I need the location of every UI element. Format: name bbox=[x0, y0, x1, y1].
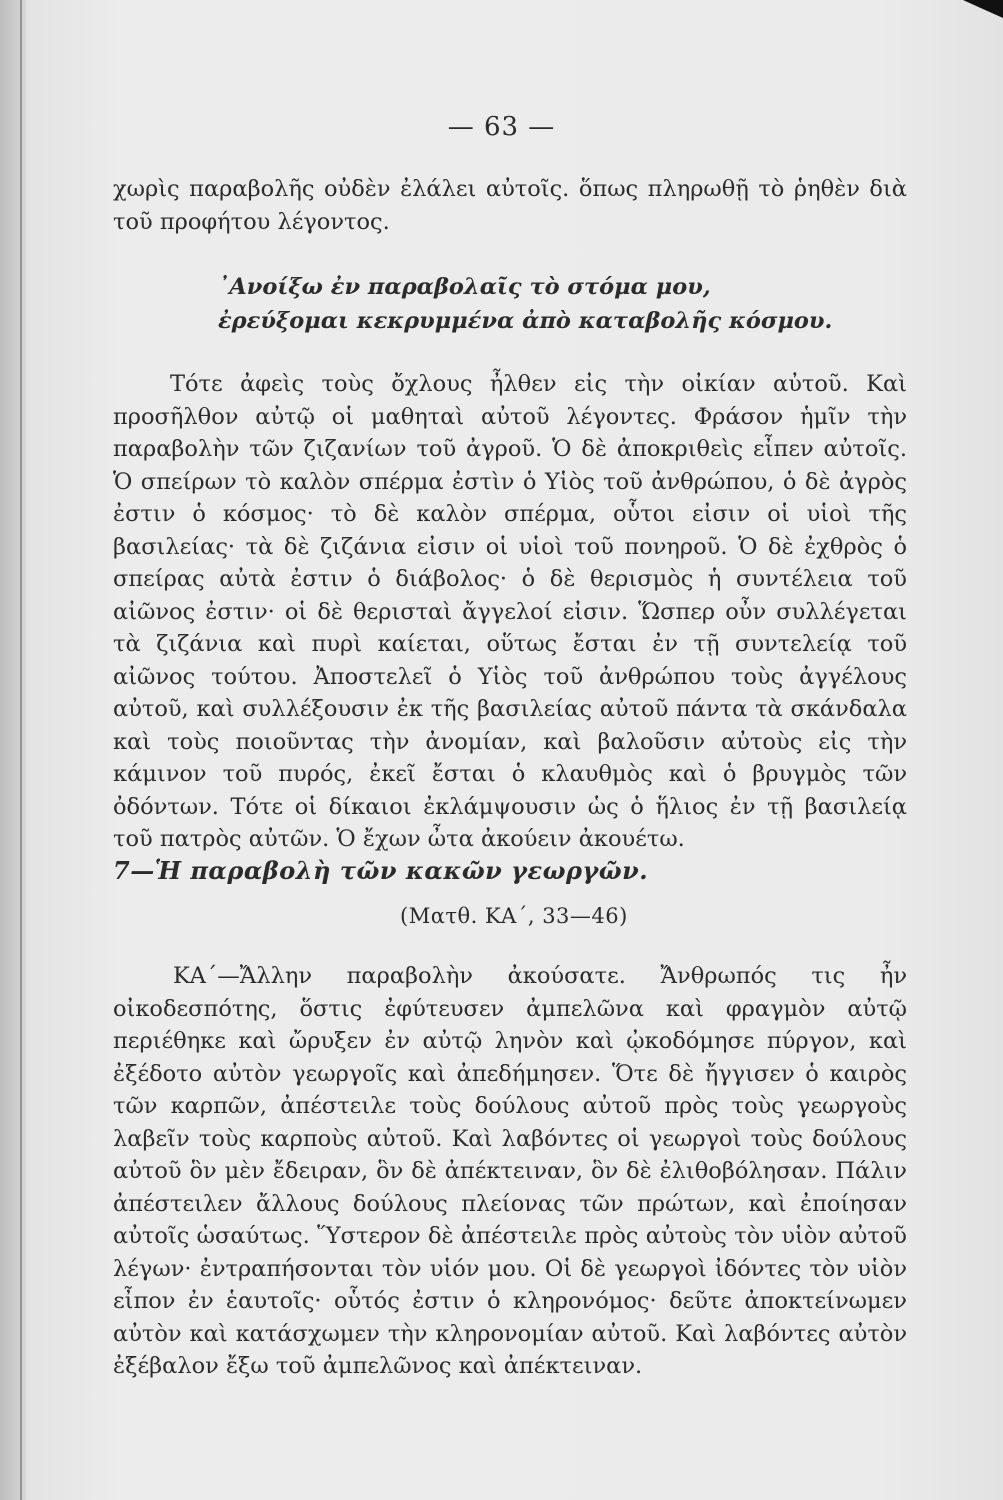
paragraph-3-text: ΚΑ΄—Ἄλλην παραβολὴν ἀκούσατε. Ἄνθρωπός τις ἦν οἰκοδεσπότης, ὅστις ἐφύτευσεν ἀμπελῶνα καὶ φραγμὸν αὐτῷ περιέθηκε καὶ ὤρυξεν ἐν αὐτῷ ληνὸν καὶ ᾠκοδόμησε πύργον, καὶ ἐξέδοτο αὐτὸν γεωργοῖς καὶ ἀπεδήμησεν. Ὅτε δὲ ἤγγισεν ὁ καιρὸς τῶν καρπῶν, ἀπέστειλε τοὺς δούλους αὐτοῦ πρὸς τοὺς γεωργοὺς λαβεῖν τοὺς καρποὺς αὐτοῦ. Καὶ λαβόντες οἱ γεωργοὶ τοὺς δούλους αὐτοῦ ὃν μὲν ἔδειραν, ὃν δὲ ἀπέκτειναν, ὃν δὲ ἐλιθοβόλησαν. Πάλιν ἀπέστειλεν ἄλλους δούλους πλείονας τῶν πρώτων, καὶ ἐποίησαν αὐτοῖς ὡσαύτως. Ὕστερον δὲ ἀπέστειλε πρὸς αὐτοὺς τὸν υἱὸν αὐτοῦ λέγων· ἐντραπήσονται τὸν υἱόν μου. Οἱ δὲ γεωργοὶ ἰδόντες τὸν υἱὸν εἶπον ἐν ἑαυτοῖς· οὗτός ἐστιν ὁ κληρονόμος· δεῦτε ἀποκτείνωμεν αὐτὸν καὶ κατάσχωμεν τὴν κληρονομίαν αὐτοῦ. Καὶ λαβόντες αὐτὸν ἐξέβαλον ἔξω τοῦ ἀμπελῶνος καὶ ἀπέκτειναν. bbox=[113, 963, 907, 1379]
paragraph-1 bbox=[113, 173, 907, 238]
quote-line-2: ἐρεύξομαι κεκρυμμένα ἀπὸ καταβολῆς κόσμου. bbox=[218, 308, 833, 334]
paragraph-3 bbox=[113, 960, 907, 1383]
paragraph-1-text: χωρὶς παραβολῆς οὐδὲν ἐλάλει αὐτοῖς. ὅπως πληρωθῇ τὸ ῥηθὲν διὰ τοῦ προφήτου λέγοντος. bbox=[113, 176, 907, 235]
corner-mark bbox=[963, 0, 1003, 18]
page-binding-edge bbox=[0, 0, 26, 1500]
scripture-quote bbox=[218, 270, 838, 338]
quote-line-1: ᾿Ανοίξω ἐν παραβολαῖς τὸ στόμα μου, bbox=[218, 274, 711, 300]
page-number: — 63 — bbox=[447, 112, 556, 142]
scripture-reference: (Ματθ. ΚΑ΄, 33—46) bbox=[400, 904, 628, 928]
binding-line bbox=[20, 0, 22, 1500]
paragraph-2 bbox=[113, 368, 907, 856]
section-heading: 7—Ἡ παραβολὴ τῶν κακῶν γεωργῶν. bbox=[113, 856, 649, 885]
paragraph-2-text: Τότε ἀφεὶς τοὺς ὄχλους ἦλθεν εἰς τὴν οἰκίαν αὐτοῦ. Καὶ προσῆλθον αὐτῷ οἱ μαθηταὶ αὐτοῦ λέγοντες. Φράσον ἡμῖν τὴν παραβολὴν τῶν ζιζανίων τοῦ ἀγροῦ. Ὁ δὲ ἀποκριθεὶς εἶπεν αὐτοῖς. Ὁ σπείρων τὸ καλὸν σπέρμα ἐστὶν ὁ Υἱὸς τοῦ ἀνθρώπου, ὁ δὲ ἀγρὸς ἐστιν ὁ κόσμος· τὸ δὲ καλὸν σπέρμα, οὗτοι εἰσιν οἱ υἱοὶ τῆς βασιλείας· τὰ δὲ ζιζάνια εἰσιν οἱ υἱοὶ τοῦ πονηροῦ. Ὁ δὲ ἐχθρὸς ὁ σπείρας αὐτὰ ἐστιν ὁ διάβολος· ὁ δὲ θερισμὸς ἡ συντέλεια τοῦ αἰῶνος ἐστιν· οἱ δὲ θερισταὶ ἄγγελοί εἰσιν. Ὥσπερ οὖν συλλέγεται τὰ ζιζάνια καὶ πυρὶ καίεται, οὕτως ἔσται ἐν τῇ συντελείᾳ τοῦ αἰῶνος τούτου. Ἀποστελεῖ ὁ Υἱὸς τοῦ ἀνθρώπου τοὺς ἀγγέλους αὐτοῦ, καὶ συλλέξουσιν ἐκ τῆς βασιλείας αὐτοῦ πάντα τὰ σκάνδαλα καὶ τοὺς ποιοῦντας τὴν ἀνομίαν, καὶ βαλοῦσιν αὐτοὺς εἰς τὴν κάμινον τοῦ πυρός, ἐκεῖ ἔσται ὁ κλαυθμὸς καὶ ὁ βρυγμὸς τῶν ὀδόντων. Τότε οἱ δίκαιοι ἐκλάμψουσιν ὡς ὁ ἥλιος ἐν τῇ βασιλείᾳ τοῦ πατρὸς αὐτῶν. Ὁ ἔχων ὦτα ἀκούειν ἀκουέτω. bbox=[113, 371, 907, 852]
